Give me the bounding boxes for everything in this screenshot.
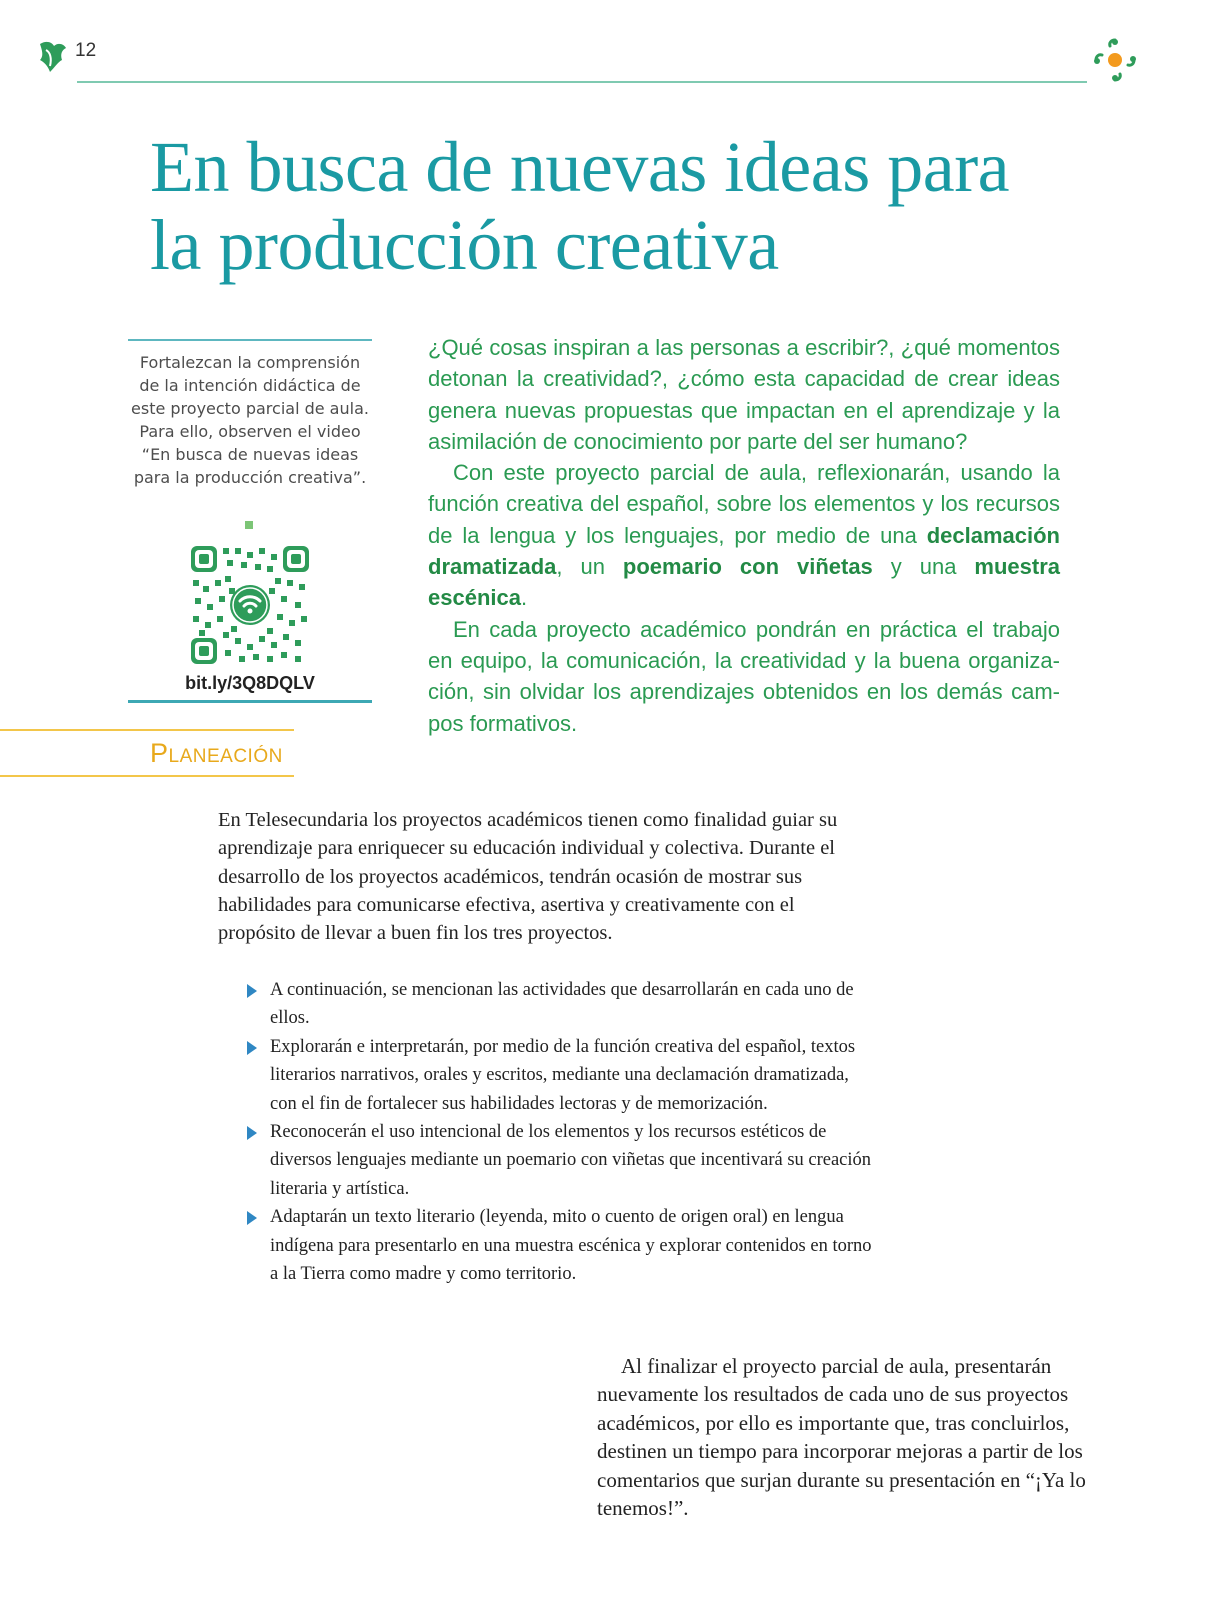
section-heading-planeacion: Planeación <box>150 738 283 768</box>
intro-text <box>428 332 1060 739</box>
planeacion-body: En Telesecundaria los proyectos académicos tienen como finalidad guiar su aprendizaje para enriquecer su educación individual y colectiva. Durante el desarrollo de los proyectos académicos, tendrán ocasión de mostrar sus habilidades para comunicarse efectiva, asertiva y creativamente con el propósito de llevar a buen fin los tres proyectos. <box>218 809 838 945</box>
highlight-muestra: muestra escénica <box>428 554 1060 611</box>
intro-p2-text: Con este proyecto parcial de aula, reflexionarán, usando la función creativa del español, sobre los elementos y los recursos de la lengua y los lenguajes, por medio de una <box>428 460 1060 548</box>
page-title <box>150 128 1050 284</box>
section-rule-bottom <box>0 775 294 777</box>
leaf-logo-icon <box>36 38 68 74</box>
triangle-bullet-icon <box>247 1041 257 1055</box>
title-line-1: En busca de nuevas ideas para <box>150 127 1010 207</box>
activities-list <box>246 976 876 1288</box>
page-number: 12 <box>75 40 97 61</box>
sidebar-top-divider <box>128 339 372 341</box>
triangle-bullet-icon <box>247 984 257 998</box>
list-item <box>246 976 876 1033</box>
list-item-text: Adaptarán un texto literario (leyenda, mito o cuento de origen oral) en lengua indígena para presentarlo en una muestra escénica y explorar contenidos en torno a la Tierra como madre y como territorio. <box>270 1207 872 1285</box>
highlight-poemario: poemario con viñetas <box>622 554 873 580</box>
list-item <box>246 1033 876 1118</box>
video-short-link[interactable]: bit.ly/3Q8DQLV <box>185 673 315 693</box>
list-item <box>246 1203 876 1288</box>
intro-paragraph-3: En cada proyecto académico pondrán en práctica el trabajo en equipo, la comunicación, la creatividad y la buena organización, sin olvidar los aprendizajes obtenidos en los demás campos formativos. <box>428 616 1060 736</box>
intro-paragraph-2 <box>428 457 1060 613</box>
intro-p2-text: . <box>520 585 528 611</box>
sidebar-bottom-divider <box>128 700 372 703</box>
intro-paragraph-1: ¿Qué cosas inspiran a las personas a escribir?, ¿qué momentos detonan la creatividad?, ¿cómo esta capacidad de crear ideas genera nuevas propuestas que impactan en el aprendizaje y la asimilación de conocimiento por parte del ser humano? <box>428 335 1060 454</box>
intro-p2-text: , un <box>556 554 623 580</box>
sidebar-note: Fortalezcan la comprensión de la intención didáctica de este proyecto parcial de aula. Para ello, observen el video “En busca de nuevas ideas para la producción creativa”. <box>131 353 369 487</box>
title-line-2: la producción creativa <box>150 205 779 285</box>
list-item-text: Explorarán e interpretarán, por medio de la función creativa del español, textos literarios narrativos, orales y escritos, mediante una declamación dramatizada, con el fin de fortalecer sus habilidades lectoras y de memorización. <box>270 1036 856 1114</box>
sidebar-bullet-dot <box>245 521 253 529</box>
list-item-text: Reconocerán el uso intencional de los elementos y los recursos estéticos de diversos lenguajes mediante un poemario con viñetas que incentivará su creación literaria y artística. <box>270 1122 872 1199</box>
intro-p2-text: y una <box>872 554 975 580</box>
highlight-declamacion: declamación dramatizada <box>428 522 1060 580</box>
section-rule-top <box>0 729 294 731</box>
closing-paragraph: Al finalizar el proyecto parcial de aula, presentarán nuevamente los resultados de cada uno de sus proyectos académicos, por ello es importante que, tras concluirlos, destinen un tiempo para incorporar mejoras a partir de los comentarios que surjan durante su presentación en “¡Ya lo tenemos!”. <box>597 1354 1086 1521</box>
header-divider <box>77 81 1087 83</box>
list-item-text: A continuación, se mencionan las actividades que desarrollarán en cada uno de ellos. <box>270 980 854 1029</box>
qr-code-icon[interactable] <box>191 546 309 664</box>
triangle-bullet-icon <box>247 1211 257 1225</box>
community-logo-icon <box>1088 34 1142 86</box>
triangle-bullet-icon <box>247 1126 257 1140</box>
list-item <box>246 1118 876 1203</box>
